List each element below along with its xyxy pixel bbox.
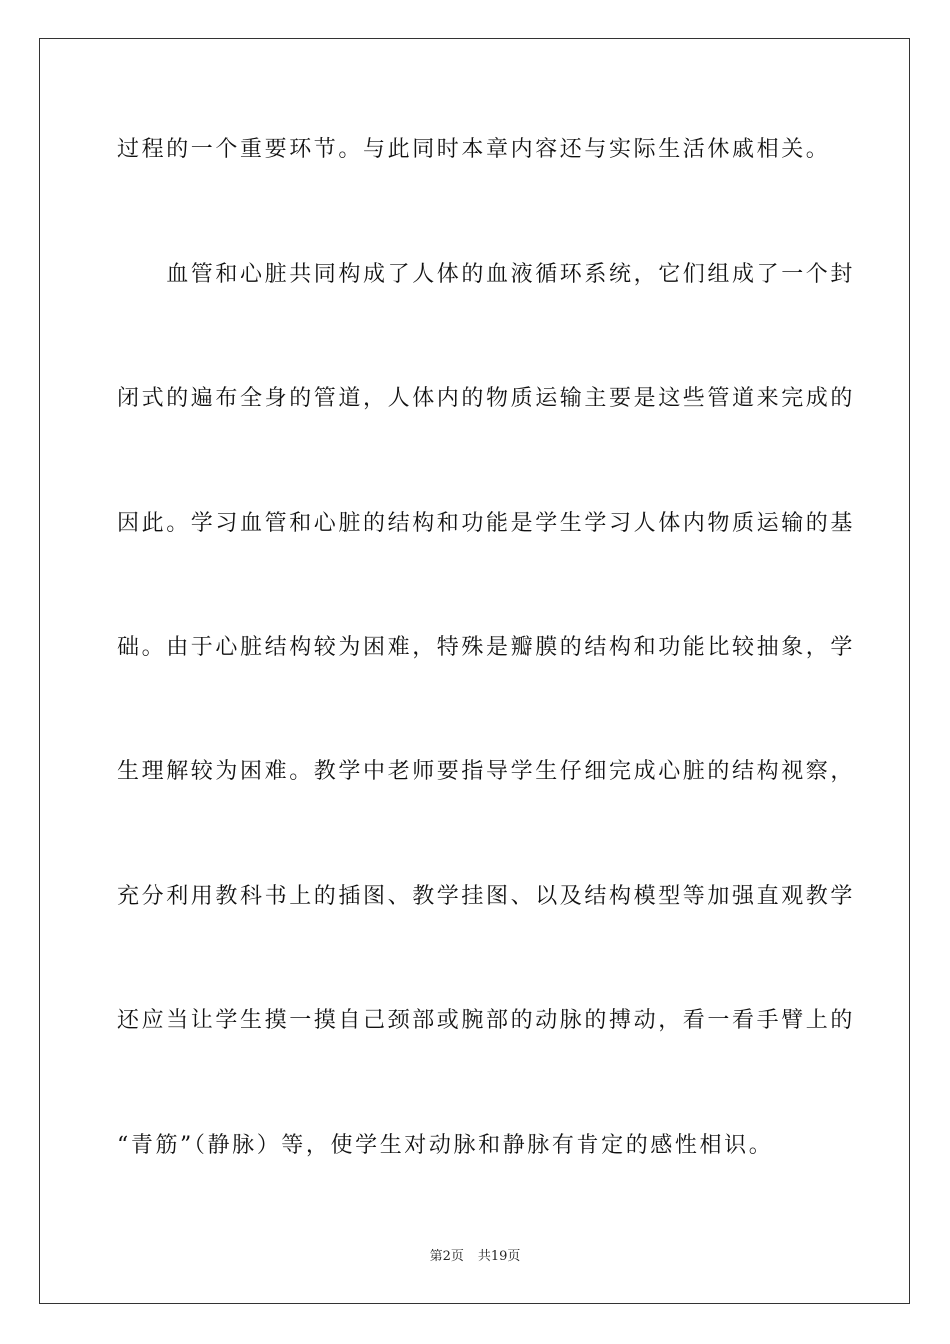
page-footer — [0, 1248, 950, 1266]
page-total: 共19页 — [477, 1249, 521, 1264]
text-line-8: 还应当让学生摸一摸自己颈部或腕部的动脉的搏动，看一看手臂上的 — [117, 1008, 856, 1033]
text-line-4: 因此。学习血管和心脏的结构和功能是学生学习人体内物质运输的基 — [117, 511, 856, 536]
text-line-1: 过程的一个重要环节。与此同时本章内容还与实际生活休戚相关。 — [117, 137, 831, 162]
text-line-6: 生理解较为困难。教学中老师要指导学生仔细完成心脏的结构视察， — [117, 759, 856, 784]
text-line-7: 充分利用教科书上的插图、教学挂图、以及结构模型等加强直观教学 — [117, 884, 856, 909]
page-number: 第2页 — [429, 1249, 464, 1264]
text-line-9: “青筋”（静脉）等，使学生对动脉和静脉有肯定的感性相识。 — [117, 1133, 774, 1158]
page-frame — [39, 38, 910, 1304]
text-line-3: 闭式的遍布全身的管道，人体内的物质运输主要是这些管道来完成的 — [117, 386, 856, 411]
text-line-2: 血管和心脏共同构成了人体的血液循环系统，它们组成了一个封 — [117, 262, 856, 287]
text-line-5: 础。由于心脏结构较为困难，特殊是瓣膜的结构和功能比较抽象，学 — [117, 635, 856, 660]
